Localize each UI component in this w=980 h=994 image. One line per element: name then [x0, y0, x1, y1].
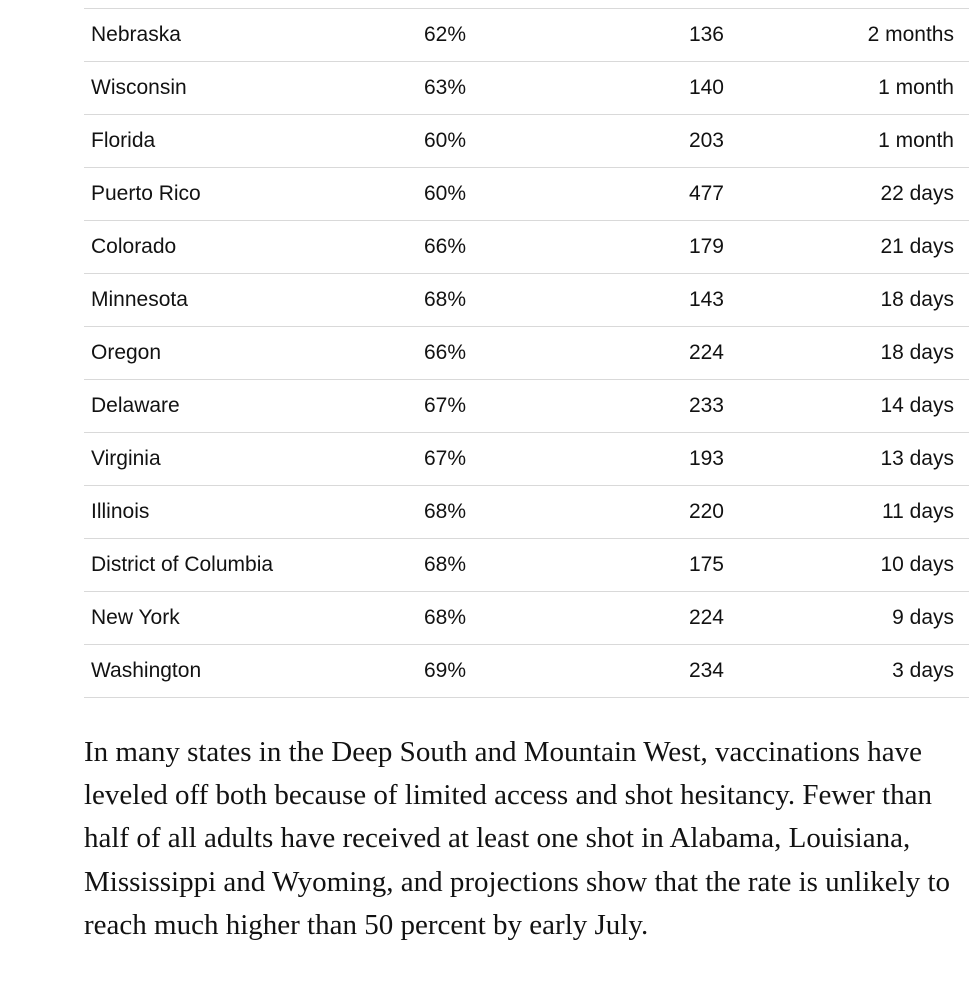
state-cell: Delaware — [91, 394, 180, 417]
number-cell: 193 — [688, 447, 724, 470]
number-cell: 220 — [688, 500, 724, 523]
state-cell: Wisconsin — [91, 76, 187, 99]
state-cell: Illinois — [91, 500, 150, 523]
percent-cell: 68% — [424, 500, 467, 523]
percent-cell: 68% — [424, 606, 467, 629]
time-cell: 1 month — [878, 76, 954, 99]
table-row — [84, 327, 969, 380]
table-row — [84, 645, 969, 698]
vaccination-table-container — [84, 8, 954, 698]
time-cell: 11 days — [882, 500, 954, 523]
percent-cell: 68% — [424, 553, 467, 576]
percent-cell: 63% — [424, 76, 467, 99]
percent-cell: 60% — [424, 182, 467, 205]
time-cell: 13 days — [880, 447, 954, 470]
time-cell: 18 days — [880, 341, 954, 364]
percent-cell: 68% — [424, 288, 467, 311]
state-cell: Oregon — [91, 341, 162, 364]
state-cell: Minnesota — [91, 288, 188, 311]
table-row — [84, 433, 969, 486]
table-row — [84, 592, 969, 645]
percent-cell: 62% — [424, 23, 467, 46]
time-cell: 22 days — [880, 182, 954, 205]
table-row — [84, 9, 969, 62]
state-cell: New York — [91, 606, 180, 629]
time-cell: 10 days — [880, 553, 954, 576]
time-cell: 21 days — [880, 235, 954, 258]
number-cell: 224 — [688, 341, 724, 364]
percent-cell: 60% — [424, 129, 467, 152]
time-cell: 2 months — [867, 23, 954, 46]
table-row — [84, 115, 969, 168]
table-row — [84, 62, 969, 115]
state-cell: Virginia — [91, 447, 161, 470]
table-row — [84, 539, 969, 592]
article-paragraph: In many states in the Deep South and Mountain West, vaccinations have leveled off both because of limited access and shot hesitancy. Fewer than half of all adults have received at least one shot in Alabama, Louisiana, Mississippi and Wyoming, and projections show that the rate is unlikely to reach much higher than 50 percent by early July. — [84, 736, 951, 941]
number-cell: 143 — [688, 288, 724, 311]
state-cell: Colorado — [91, 235, 177, 258]
table-row — [84, 274, 969, 327]
number-cell: 234 — [688, 659, 724, 682]
number-cell: 477 — [688, 182, 724, 205]
state-cell: Washington — [91, 659, 202, 682]
table-row — [84, 380, 969, 433]
percent-cell: 67% — [424, 447, 467, 470]
state-cell: Nebraska — [91, 23, 181, 46]
state-cell: Florida — [91, 129, 156, 152]
number-cell: 179 — [688, 235, 724, 258]
number-cell: 224 — [688, 606, 724, 629]
table-row — [84, 168, 969, 221]
percent-cell: 67% — [424, 394, 467, 417]
number-cell: 203 — [688, 129, 724, 152]
table-body — [84, 9, 969, 698]
percent-cell: 69% — [424, 659, 467, 682]
number-cell: 233 — [688, 394, 724, 417]
percent-cell: 66% — [424, 235, 467, 258]
percent-cell: 66% — [424, 341, 467, 364]
time-cell: 9 days — [892, 606, 954, 629]
vaccination-table — [84, 8, 969, 698]
time-cell: 18 days — [880, 288, 954, 311]
table-row — [84, 486, 969, 539]
state-cell: District of Columbia — [91, 553, 274, 576]
number-cell: 136 — [688, 23, 724, 46]
time-cell: 1 month — [878, 129, 954, 152]
state-cell: Puerto Rico — [91, 182, 201, 205]
table-row — [84, 221, 969, 274]
number-cell: 175 — [688, 553, 724, 576]
number-cell: 140 — [688, 76, 724, 99]
time-cell: 14 days — [880, 394, 954, 417]
time-cell: 3 days — [892, 659, 954, 682]
